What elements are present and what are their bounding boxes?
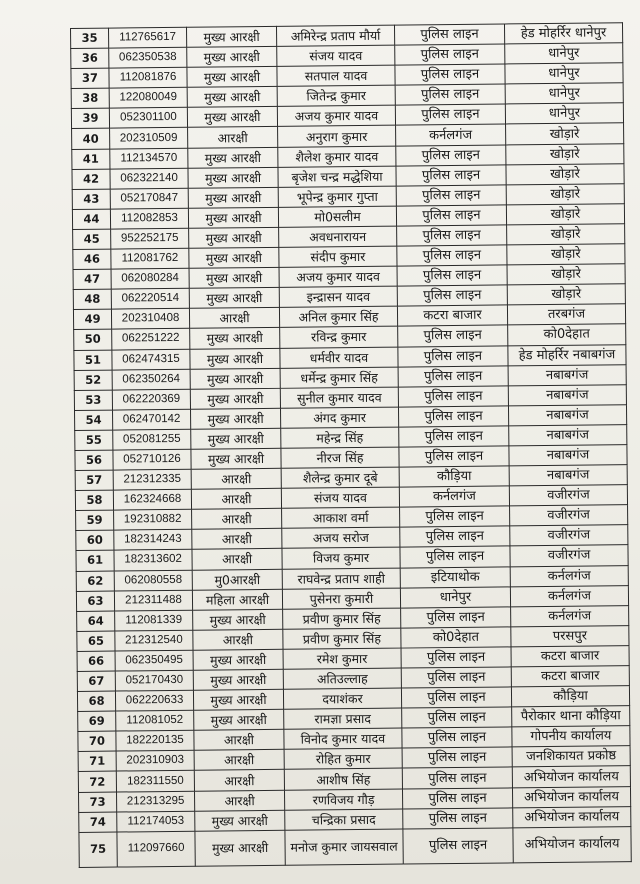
pno-cell: 162324668 [113,489,191,510]
serial-number-cell: 66 [77,651,115,671]
current-posting-cell: पुलिस लाइन [395,64,505,85]
new-posting-cell: खोड़ारे [506,163,624,184]
current-posting-cell: कर्नलगंज [396,124,506,145]
current-posting-cell: पुलिस लाइन [402,747,512,768]
new-posting-cell: गोपनीय कार्यालय [512,726,630,747]
name-cell: सुनील कुमार यादव [280,387,398,408]
name-cell: प्रवीण कुमार सिंह [283,608,401,629]
name-cell: मनोज कुमार जायसवाल [285,829,403,865]
serial-number-cell: 46 [73,249,111,269]
name-cell: भूपेन्द्र कुमार गुप्ता [278,186,396,207]
pno-cell: 192310882 [114,510,192,531]
current-posting-cell: पुलिस लाइन [397,245,507,266]
serial-number-cell: 61 [76,551,114,571]
pno-cell: 062220369 [112,389,190,410]
designation-cell: आरक्षी [188,127,278,148]
serial-number-cell: 68 [77,691,115,711]
new-posting-cell: कर्नलगंज [510,565,628,586]
pno-cell: 202310408 [111,309,189,330]
serial-number-cell: 60 [76,530,114,550]
designation-cell: मुख्य आरक्षी [191,428,281,449]
name-cell: अनुराग कुमार [278,126,396,147]
designation-cell: मु0आरक्षी [192,569,282,590]
pno-cell: 062080558 [114,570,192,591]
name-cell: अजय सरोज [282,527,400,548]
pno-cell: 062322140 [110,168,188,189]
current-posting-cell: पुलिस लाइन [402,787,512,808]
new-posting-cell: कौड़िया [511,686,629,707]
name-cell: संजय यादव [281,487,399,508]
designation-cell: आरक्षी [194,750,284,771]
designation-cell: मुख्य आरक्षी [191,448,281,469]
new-posting-cell: खोड़ारे [507,224,625,245]
current-posting-cell: पुलिस लाइन [395,84,505,105]
name-cell: शैलेन्द्र कुमार दूबे [281,467,399,488]
name-cell: अंगद कुमार [280,407,398,428]
current-posting-cell: पुलिस लाइन [399,426,509,447]
new-posting-cell: पैरोकार थाना कौड़िया [512,706,630,727]
designation-cell: मुख्य आरक्षी [193,609,283,630]
pno-cell: 052170430 [115,670,193,691]
new-posting-cell: वजीरगंज [510,525,628,546]
new-posting-cell: कर्नलगंज [511,605,629,626]
current-posting-cell: पुलिस लाइन [396,145,506,166]
new-posting-cell: खोड़ारे [507,264,625,285]
designation-cell: मुख्य आरक्षी [189,247,279,268]
current-posting-cell: पुलिस लाइन [401,647,511,668]
serial-number-cell: 52 [74,370,112,390]
new-posting-cell: अभियोजन कार्यालय [513,806,631,827]
pno-cell: 212312335 [113,469,191,490]
designation-cell: मुख्य आरक्षी [187,87,277,108]
current-posting-cell: पुलिस लाइन [402,707,512,728]
serial-number-cell: 49 [73,309,111,329]
current-posting-cell: पुलिस लाइन [402,727,512,748]
name-cell: जितेन्द्र कुमार [277,85,395,106]
serial-number-cell: 62 [76,571,114,591]
name-cell: अजय कुमार यादव [277,105,395,126]
designation-cell: मुख्य आरक्षी [193,649,283,670]
current-posting-cell: पुलिस लाइन [401,607,511,628]
pno-cell: 052170847 [110,188,188,209]
current-posting-cell: कर्नलगंज [399,486,509,507]
new-posting-cell: अभियोजन कार्यालय [512,766,630,787]
pno-cell: 212313295 [116,791,194,812]
new-posting-cell: खोड़ारे [507,284,625,305]
pno-cell: 952252175 [111,228,189,249]
new-posting-cell: धानेपुर [505,103,623,124]
new-posting-cell: वजीरगंज [510,505,628,526]
serial-number-cell: 48 [73,289,111,309]
serial-number-cell: 64 [77,611,115,631]
current-posting-cell: को0देहात [401,627,511,648]
name-cell: नीरज सिंह [281,447,399,468]
new-posting-cell: खोड़ारे [506,183,624,204]
pno-cell: 182220135 [116,731,194,752]
pno-cell: 112765617 [109,27,187,48]
name-cell: संजय यादव [277,45,395,66]
new-posting-cell: तरबगंज [507,304,625,325]
pno-cell: 202310903 [116,751,194,772]
designation-cell: आरक्षी [192,509,282,530]
name-cell: धर्मवीर यादव [280,347,398,368]
pno-cell: 122080049 [109,88,187,109]
designation-cell: आरक्षी [192,529,282,550]
new-posting-cell: धानेपुर [505,63,623,84]
new-posting-cell: खोड़ारे [507,244,625,265]
current-posting-cell: पुलिस लाइन [401,687,511,708]
pno-cell: 202310509 [110,128,188,149]
serial-number-cell: 38 [71,88,109,108]
pno-cell: 112174053 [117,811,195,832]
transfer-table [70,22,632,867]
name-cell: इन्द्रासन यादव [279,286,397,307]
pno-cell: 062251222 [112,329,190,350]
table-body [71,23,632,867]
new-posting-cell: नबाबगंज [508,364,626,385]
designation-cell: आरक्षी [194,770,284,791]
designation-cell: मुख्य आरक्षी [193,689,283,710]
name-cell: विनोद कुमार यादव [284,728,402,749]
serial-number-cell: 51 [74,350,112,370]
new-posting-cell: अभियोजन कार्यालय [512,786,630,807]
designation-cell: मुख्य आरक्षी [190,328,280,349]
current-posting-cell: पुलिस लाइन [399,446,509,467]
current-posting-cell: धानेपुर [400,587,510,608]
pno-cell: 112134570 [110,148,188,169]
new-posting-cell: धानेपुर [505,83,623,104]
serial-number-cell: 39 [71,108,109,128]
serial-number-cell: 55 [75,430,113,450]
current-posting-cell: पुलिस लाइन [398,345,508,366]
name-cell: अनिल कुमार सिंह [279,306,397,327]
name-cell: रमेश कुमार [283,648,401,669]
new-posting-cell: नबाबगंज [509,445,627,466]
table-row [79,826,631,867]
current-posting-cell: पुलिस लाइन [396,165,506,186]
serial-number-cell: 43 [72,189,110,209]
serial-number-cell: 50 [74,329,112,349]
new-posting-cell: परसपुर [511,625,629,646]
pno-cell: 062080284 [111,268,189,289]
designation-cell: मुख्य आरक्षी [189,288,279,309]
serial-number-cell: 45 [73,229,111,249]
current-posting-cell: पुलिस लाइन [398,366,508,387]
name-cell: संदीप कुमार [279,246,397,267]
serial-number-cell: 56 [75,450,113,470]
name-cell: अवधनारायन [279,226,397,247]
name-cell: पुसेनरा कुमारी [282,588,400,609]
name-cell: रविन्द्र कुमार [280,326,398,347]
name-cell: दयाशंकर [283,688,401,709]
designation-cell: मुख्य आरक्षी [188,207,278,228]
serial-number-cell: 72 [78,772,116,792]
serial-number-cell: 65 [77,631,115,651]
name-cell: अमिरेन्द्र प्रताप मौर्या [276,25,394,46]
serial-number-cell: 40 [72,129,110,149]
serial-number-cell: 63 [76,591,114,611]
current-posting-cell: पुलिस लाइन [398,386,508,407]
current-posting-cell: पुलिस लाइन [398,406,508,427]
serial-number-cell: 42 [72,169,110,189]
current-posting-cell: पुलिस लाइन [400,526,510,547]
pno-cell: 212311488 [114,590,192,611]
name-cell: रामज्ञा प्रसाद [284,708,402,729]
current-posting-cell: कटरा बाजार [397,305,507,326]
pno-cell: 062350538 [109,47,187,68]
pno-cell: 112097660 [117,831,195,867]
name-cell: प्रवीण कुमार सिंह [283,628,401,649]
pno-cell: 062350264 [112,369,190,390]
designation-cell: मुख्य आरक्षी [188,147,278,168]
designation-cell: मुख्य आरक्षी [195,810,285,831]
pno-cell: 062220514 [111,288,189,309]
serial-number-cell: 57 [75,470,113,490]
new-posting-cell: वजीरगंज [510,545,628,566]
new-posting-cell: खोड़ारे [506,123,624,144]
new-posting-cell: नबाबगंज [508,404,626,425]
current-posting-cell: पुलिस लाइन [396,205,506,226]
new-posting-cell: वजीरगंज [509,485,627,506]
designation-cell: मुख्य आरक्षी [187,67,277,88]
serial-number-cell: 44 [72,209,110,229]
serial-number-cell: 67 [77,671,115,691]
designation-cell: आरक्षी [194,790,284,811]
new-posting-cell: कर्नलगंज [510,585,628,606]
serial-number-cell: 35 [71,28,109,48]
current-posting-cell: पुलिस लाइन [401,667,511,688]
designation-cell: आरक्षी [192,549,282,570]
designation-cell: मुख्य आरक्षी [190,368,280,389]
name-cell: आकाश वर्मा [282,507,400,528]
name-cell: चन्द्रिका प्रसाद [285,809,403,830]
pno-cell: 112081052 [116,710,194,731]
pno-cell: 112081339 [115,610,193,631]
name-cell: विजय कुमार [282,548,400,569]
designation-cell: मुख्य आरक्षी [187,107,277,128]
serial-number-cell: 70 [78,731,116,751]
serial-number-cell: 37 [71,68,109,88]
name-cell: शैलेश कुमार यादव [278,146,396,167]
current-posting-cell: पुलिस लाइन [398,325,508,346]
name-cell: सतपाल यादव [277,65,395,86]
designation-cell: मुख्य आरक्षी [190,348,280,369]
new-posting-cell: हेड मोहर्रिर नबाबगंज [508,344,626,365]
pno-cell: 182311550 [116,771,194,792]
serial-number-cell: 73 [79,792,117,812]
serial-number-cell: 47 [73,269,111,289]
pno-cell: 112081762 [111,248,189,269]
current-posting-cell: पुलिस लाइन [403,808,513,829]
new-posting-cell: नबाबगंज [509,465,627,486]
pno-cell: 182313602 [114,550,192,571]
serial-number-cell: 41 [72,149,110,169]
current-posting-cell: पुलिस लाइन [395,104,505,125]
name-cell: रणविजय गौड़ [284,789,402,810]
new-posting-cell: नबाबगंज [508,384,626,405]
name-cell: बृजेश चन्द्र मद्धेशिया [278,166,396,187]
serial-number-cell: 74 [79,812,117,832]
new-posting-cell: नबाबगंज [509,425,627,446]
designation-cell: मुख्य आरक्षी [188,187,278,208]
current-posting-cell: पुलिस लाइन [403,828,513,864]
serial-number-cell: 58 [75,490,113,510]
current-posting-cell: पुलिस लाइन [395,44,505,65]
serial-number-cell: 54 [75,410,113,430]
designation-cell: मुख्य आरक्षी [188,167,278,188]
current-posting-cell: इटियाथोक [400,566,510,587]
serial-number-cell: 59 [76,510,114,530]
designation-cell: मुख्य आरक्षी [186,26,276,47]
current-posting-cell: कौड़िया [399,466,509,487]
pno-cell: 062474315 [112,349,190,370]
new-posting-cell: को0देहात [508,324,626,345]
name-cell: महेन्द्र सिंह [281,427,399,448]
pno-cell: 062220633 [115,690,193,711]
designation-cell: आरक्षी [191,468,281,489]
new-posting-cell: जनशिकायत प्रकोष्ठ [512,746,630,767]
current-posting-cell: पुलिस लाइन [400,506,510,527]
name-cell: धर्मेन्द्र कुमार सिंह [280,367,398,388]
serial-number-cell: 75 [79,832,117,867]
new-posting-cell: खोड़ारे [506,143,624,164]
designation-cell: मुख्य आरक्षी [194,709,284,730]
new-posting-cell: कटरा बाजार [511,666,629,687]
serial-number-cell: 69 [78,711,116,731]
serial-number-cell: 53 [74,390,112,410]
designation-cell: आरक्षी [189,308,279,329]
designation-cell: मुख्य आरक्षी [190,408,280,429]
new-posting-cell: धानेपुर [505,43,623,64]
designation-cell: मुख्य आरक्षी [190,388,280,409]
pno-cell: 112081876 [109,67,187,88]
designation-cell: मुख्य आरक्षी [195,830,285,866]
pno-cell: 112082853 [110,208,188,229]
designation-cell: आरक्षी [193,629,283,650]
pno-cell: 052710126 [113,449,191,470]
current-posting-cell: पुलिस लाइन [397,285,507,306]
name-cell: आशीष सिंह [284,769,402,790]
current-posting-cell: पुलिस लाइन [396,185,506,206]
name-cell: रोहित कुमार [284,748,402,769]
new-posting-cell: खोड़ारे [506,204,624,225]
pno-cell: 182314243 [114,530,192,551]
pno-cell: 052301100 [109,108,187,129]
current-posting-cell: पुलिस लाइन [397,265,507,286]
serial-number-cell: 36 [71,48,109,68]
designation-cell: मुख्य आरक्षी [193,669,283,690]
designation-cell: महिला आरक्षी [192,589,282,610]
current-posting-cell: पुलिस लाइन [400,546,510,567]
name-cell: राघवेन्द्र प्रताप शाही [282,568,400,589]
serial-number-cell: 71 [78,751,116,771]
designation-cell: मुख्य आरक्षी [187,46,277,67]
pno-cell: 062470142 [113,409,191,430]
current-posting-cell: पुलिस लाइन [402,767,512,788]
name-cell: मो0सलीम [278,206,396,227]
name-cell: अजय कुमार यादव [279,266,397,287]
current-posting-cell: पुलिस लाइन [394,24,504,45]
designation-cell: मुख्य आरक्षी [189,227,279,248]
name-cell: अतिउल्लाह [283,668,401,689]
designation-cell: आरक्षी [194,730,284,751]
current-posting-cell: पुलिस लाइन [397,225,507,246]
new-posting-cell: कटरा बाजार [511,646,629,667]
pno-cell: 212312540 [115,630,193,651]
new-posting-cell: हेड मोहर्रिर धानेपुर [504,23,622,44]
new-posting-cell: अभियोजन कार्यालय [513,826,631,862]
pno-cell: 062350495 [115,650,193,671]
designation-cell: आरक्षी [191,488,281,509]
pno-cell: 052081255 [113,429,191,450]
designation-cell: मुख्य आरक्षी [189,267,279,288]
